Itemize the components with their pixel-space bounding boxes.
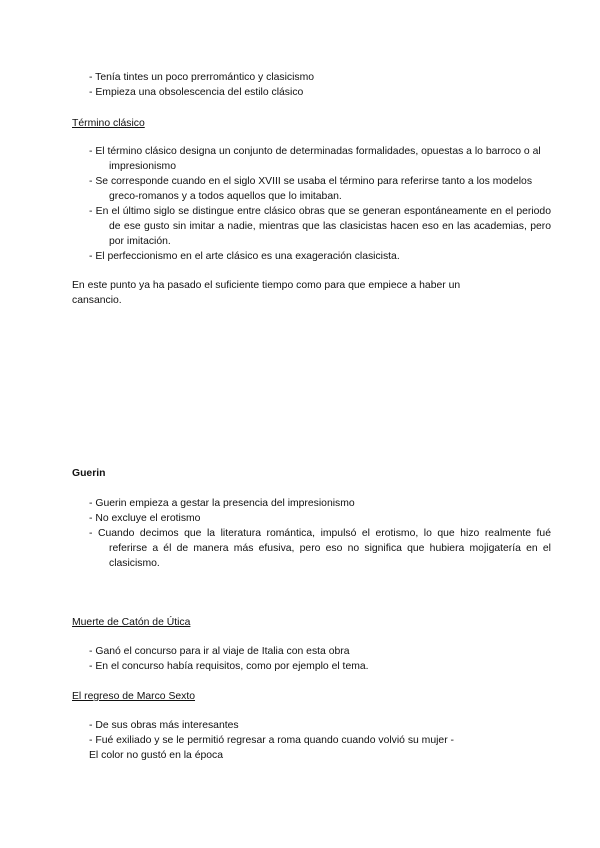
marco-trailing-line: El color no gustó en la época xyxy=(89,750,224,761)
list-item: - Fué exiliado y se le permitió regresar a roma quando cuando volvió su mujer - xyxy=(89,733,551,748)
list-item: - Guerin empieza a gestar la presencia del impresionismo xyxy=(89,496,551,511)
guerin-heading: Guerin xyxy=(72,468,106,479)
list-item: - Se corresponde cuando en el siglo XVIII se usaba el término para referirse tanto a los modelos greco-romanos y a todos aquellos que lo imitaban. xyxy=(89,174,551,204)
list-item: - Ganó el concurso para ir al viaje de Italia con esta obra xyxy=(89,644,551,659)
list-item: - Cuando decimos que la literatura romántica, impulsó el erotismo, lo que hizo realmente fué referirse a él de manera más efusiva, pero eso no significa que hubiera mojigatería en el clasicismo. xyxy=(89,526,551,571)
marco-sexto-heading: El regreso de Marco Sexto xyxy=(72,691,196,702)
list-item: - Tenía tintes un poco prerromántico y clasicismo xyxy=(89,70,551,85)
list-item: - En el último siglo se distingue entre clásico obras que se generan espontáneamente en el periodo de ese gusto sin imitar a nadie, mientras que las clasicistas hacen eso en las academias, pero por imitación. xyxy=(89,204,551,249)
list-item: - El término clásico designa un conjunto de determinadas formalidades, opuestas a lo barroco o al impresionismo xyxy=(89,144,551,174)
intro-bullet-list xyxy=(72,70,551,100)
marco-bullet-list xyxy=(72,718,551,748)
caton-heading: Muerte de Catón de Útica xyxy=(72,617,191,628)
list-item: - El perfeccionismo en el arte clásico es una exageración clasicista. xyxy=(89,249,551,264)
list-item: - No excluye el erotismo xyxy=(89,511,551,526)
list-item: - De sus obras más interesantes xyxy=(89,718,551,733)
caton-bullet-list xyxy=(72,644,551,674)
termino-bullet-list xyxy=(72,144,551,264)
termino-clasico-heading: Término clásico xyxy=(72,118,145,129)
guerin-bullet-list xyxy=(72,496,551,571)
list-item: - En el concurso había requisitos, como por ejemplo el tema. xyxy=(89,659,551,674)
list-item: - Empieza una obsolescencia del estilo clásico xyxy=(89,85,551,100)
termino-paragraph: En este punto ya ha pasado el suficiente tiempo como para que empiece a haber un cansancio. xyxy=(72,280,461,306)
